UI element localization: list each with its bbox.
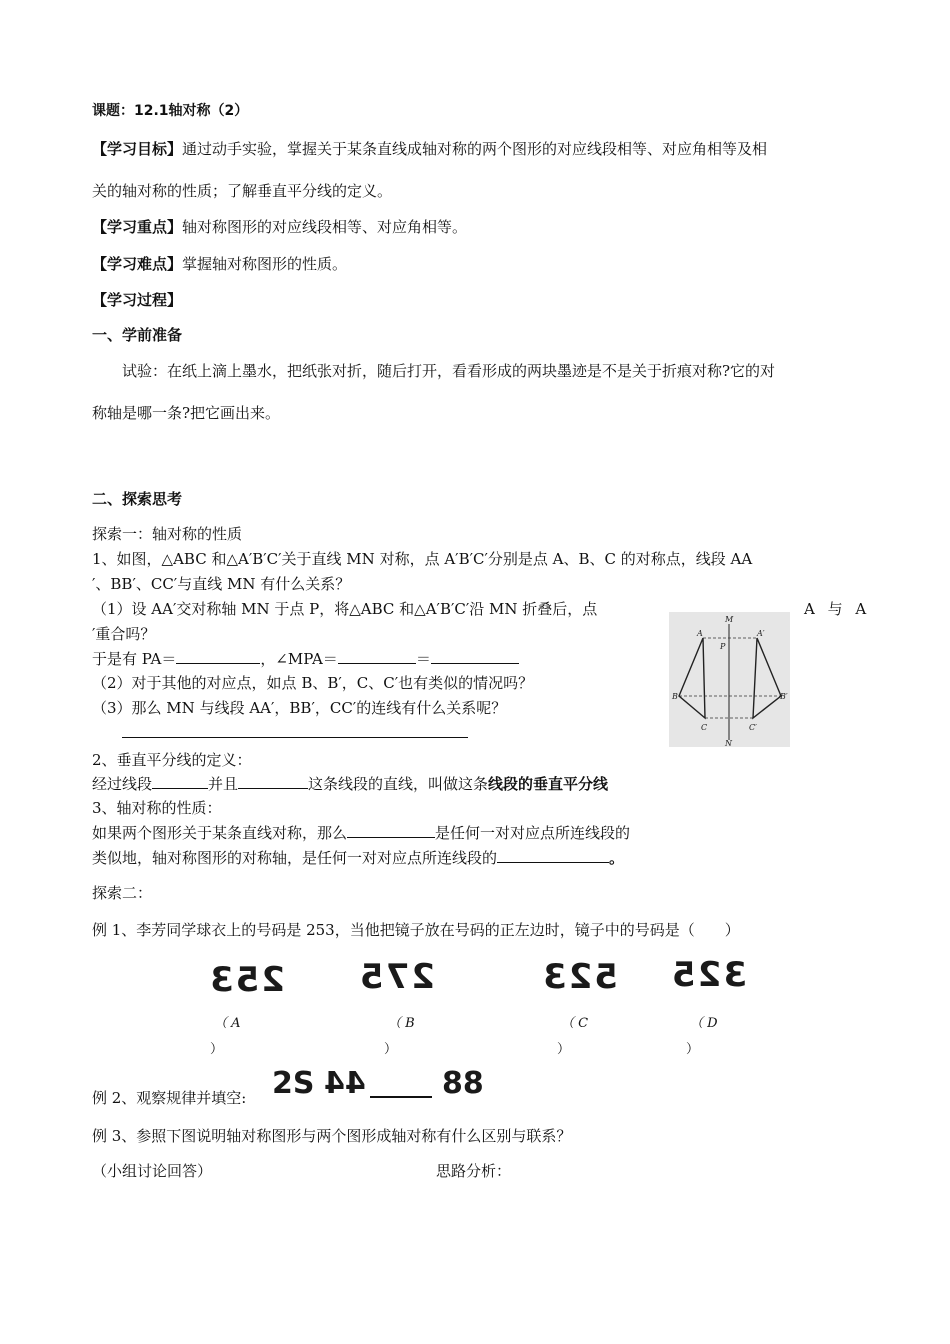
q2-term: 线段的垂直平分线: [488, 775, 609, 793]
q1-eq-text: ＝: [415, 650, 431, 668]
learning-goals: [92, 138, 767, 159]
option-d-close: ）: [686, 1042, 700, 1057]
label-n: N: [725, 739, 732, 747]
q2-text-c: 这条线段的直线，叫做这条: [308, 775, 489, 793]
learning-goals-text: 通过动手实验，掌握关于某条直线成轴对称的两个图形的对应线段相等、对应角相等及相: [182, 140, 768, 158]
q3-text-b: 是任何一对对应点所连线段的: [435, 824, 631, 842]
q3-line1: [92, 822, 630, 843]
label-m: M: [725, 615, 734, 624]
q2-text-a: 经过线段: [92, 775, 153, 793]
learning-process-label: 【学习过程】: [92, 291, 183, 309]
q2-text-b: 并且: [208, 775, 239, 793]
answer-blank-segment[interactable]: [152, 774, 208, 789]
label-b: B: [672, 692, 678, 701]
learning-difficulty-label: 【学习难点】: [92, 255, 183, 273]
learning-difficulty: [92, 253, 347, 274]
learning-difficulty-text: 掌握轴对称图形的性质。: [182, 255, 348, 273]
label-a: A: [697, 629, 703, 638]
example1-question: 例 1、李芳同学球衣上的号码是 253，当他把镜子放在号码的正左边时，镜子中的号码是（ ）: [92, 921, 740, 939]
ex2-item-2: 44: [324, 1066, 366, 1101]
q1-pa-line: [92, 648, 519, 669]
q3-period: 。: [609, 849, 625, 867]
page-title: 课题：12.1轴对称（2）: [92, 103, 249, 119]
option-d-mirrored-number: 325: [670, 955, 747, 995]
q1-line1: 1、如图，△ABC 和△A′B′C′关于直线 MN 对称，点 A′B′C′分别是点 A、B、C 的对称点，线段 AA: [92, 550, 753, 568]
q2-definition: [92, 773, 608, 794]
learning-goals-cont: 关的轴对称的性质；了解垂直平分线的定义。: [92, 182, 393, 200]
ex2-item-3: 88: [442, 1066, 484, 1101]
explore1-heading: 探索一：轴对称的性质: [92, 525, 243, 543]
option-b-close: ）: [384, 1042, 398, 1057]
option-b-mirrored-number: 275: [358, 957, 435, 997]
symmetry-diagram: [669, 612, 790, 747]
learning-key-text: 轴对称图形的对应线段相等、对应角相等。: [182, 218, 468, 236]
ex2-item-1: 2S: [272, 1066, 315, 1101]
learning-key: [92, 216, 467, 237]
section1-line2: 称轴是哪一条?把它画出来。: [92, 404, 281, 422]
q3-line2: [92, 847, 624, 868]
example3-question: 例 3、参照下图说明轴对称图形与两个图形成轴对称有什么区别与联系？: [92, 1127, 572, 1145]
learning-goals-label: 【学习目标】: [92, 140, 183, 158]
q1-pa-text: 于是有 PA＝: [92, 650, 177, 668]
answer-blank-mpa2[interactable]: [431, 649, 519, 664]
ex2-answer-blank[interactable]: [370, 1096, 432, 1098]
option-d-label[interactable]: （ D: [690, 1016, 718, 1031]
option-a-label[interactable]: （ A: [214, 1016, 241, 1031]
answer-blank-axis2[interactable]: [497, 848, 609, 863]
example2-question: 例 2、观察规律并填空:: [92, 1089, 247, 1107]
option-a-close: ）: [210, 1042, 224, 1057]
section2-heading: 二、探索思考: [92, 490, 183, 508]
analysis-label: 思路分析：: [436, 1162, 512, 1180]
group-discussion-label: （小组讨论回答）: [92, 1162, 213, 1180]
label-p: P: [720, 642, 726, 651]
answer-blank-perpendicular[interactable]: [238, 774, 308, 789]
symmetry-figure: [669, 612, 790, 747]
answer-blank-axis[interactable]: [347, 823, 435, 838]
label-c-prime: C′: [749, 723, 757, 732]
q1-sub1-end: A 与 A: [804, 600, 867, 618]
q2-heading: 2、垂直平分线的定义：: [92, 751, 252, 769]
q3-text-a: 如果两个图形关于某条直线对称，那么: [92, 824, 348, 842]
learning-key-label: 【学习重点】: [92, 218, 183, 236]
q1-sub2: （2）对于其他的对应点，如点 B、B′，C、C′也有类似的情况吗？: [92, 674, 534, 692]
label-b-prime: B′: [780, 692, 788, 701]
option-c-mirrored-number: 523: [541, 957, 618, 997]
explore2-heading: 探索二：: [92, 884, 153, 902]
q1-sub1: （1）设 AA′交对称轴 MN 于点 P，将△ABC 和△A′B′C′沿 MN 折叠后，点: [92, 600, 598, 618]
option-b-label[interactable]: （ B: [388, 1016, 415, 1031]
label-a-prime: A′: [757, 629, 765, 638]
answer-blank-pa[interactable]: [176, 649, 260, 664]
option-c-label[interactable]: （ C: [561, 1016, 589, 1031]
option-a-mirrored-number: 253: [208, 960, 285, 1000]
q3-text-c: 类似地，轴对称图形的对称轴，是任何一对对应点所连线段的: [92, 849, 498, 867]
section1-line1: 试验：在纸上滴上墨水，把纸张对折，随后打开，看看形成的两块墨迹是不是关于折痕对称?它的对: [122, 362, 776, 380]
answer-line-q1-3[interactable]: [122, 737, 468, 738]
label-c: C: [701, 723, 708, 732]
q1-line2: ′、BB′、CC′与直线 MN 有什么关系？: [92, 575, 351, 593]
q3-heading: 3、轴对称的性质：: [92, 799, 222, 817]
section1-heading: 一、学前准备: [92, 326, 183, 344]
answer-blank-mpa[interactable]: [338, 649, 416, 664]
q1-sub1-cont: ′重合吗？: [92, 625, 156, 643]
q1-mpa-text: ，∠MPA＝: [260, 650, 338, 668]
option-c-close: ）: [557, 1042, 571, 1057]
q1-sub3: （3）那么 MN 与线段 AA′，BB′，CC′的连线有什么关系呢？: [92, 699, 507, 717]
